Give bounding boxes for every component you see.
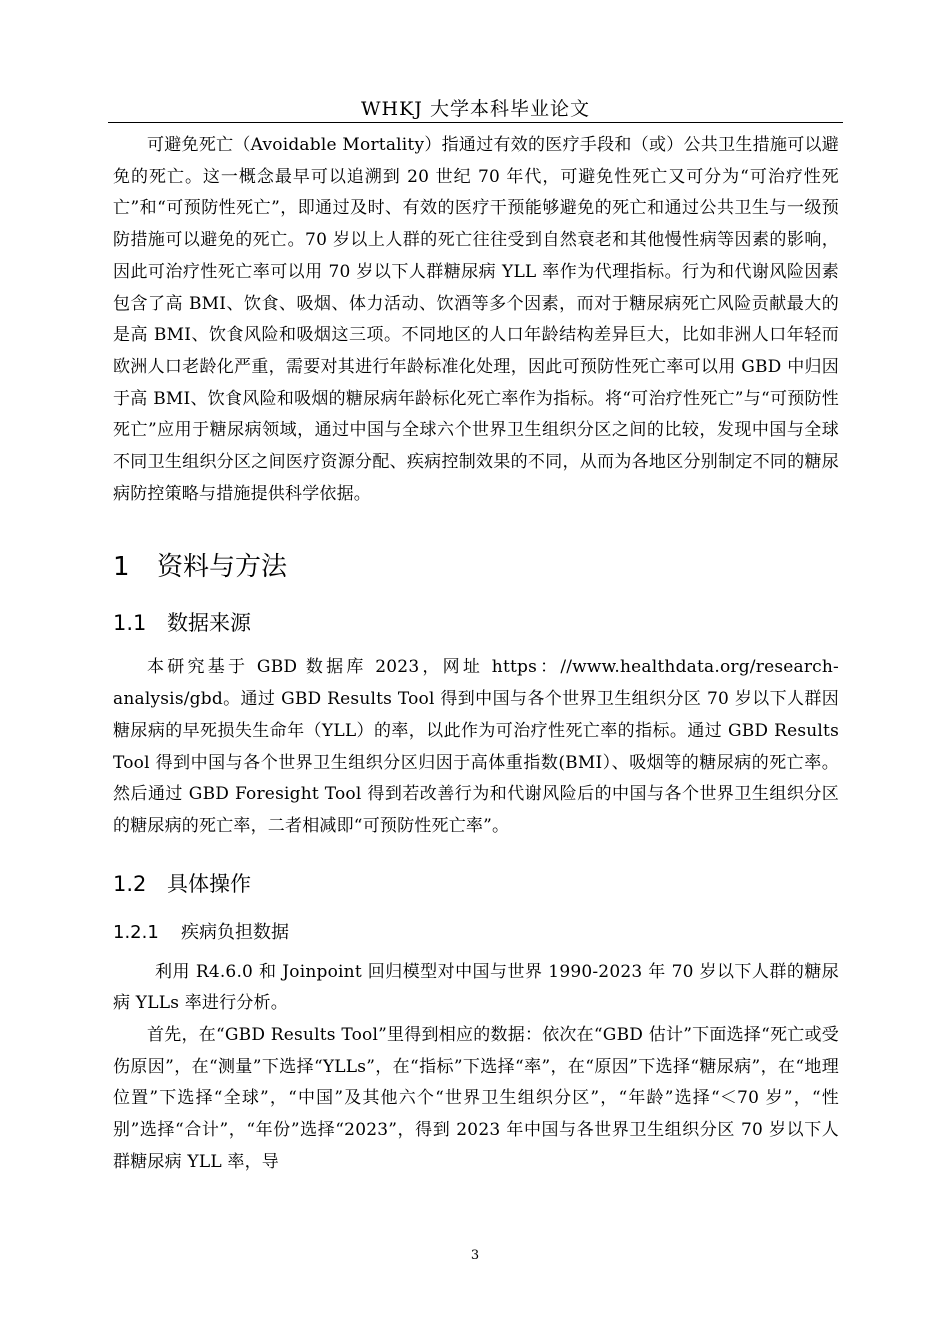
section-1-heading [113,550,839,584]
section-title: 具体操作 [167,871,251,896]
section-1-2-1-heading [113,919,839,947]
section-1-2-heading [113,869,839,899]
page-content [113,130,839,1179]
section-title: 疾病负担数据 [181,921,289,943]
section-1-1-heading [113,608,839,638]
header-rule [108,122,843,123]
section-number: 1.2 [113,871,147,896]
section-title: 数据来源 [167,611,251,636]
method-paragraph-2: 首先，在“GBD Results Tool”里得到相应的数据：依次在“GBD 估计”下面选择“死亡或受伤原因”，在“测量”下选择“YLLs”，在“指标”下选择“率”，在“原因”下选择“糖尿病”，在“地理位置”下选择“全球”，“中国”及其他六个“世界卫生组织分区”，“年龄”选择“＜70 岁”，“性别”选择“合计”，“年份”选择“2023”，得到 2023 年中国与各世界卫生组织分区 70 岁以下人群糖尿病 YLL 率，导 [113,1025,839,1172]
running-header: WHKJ 大学本科毕业论文 [361,98,590,120]
section-title: 资料与方法 [157,552,288,583]
method-paragraph-1: 利用 R4.6.0 和 Joinpoint 回归模型对中国与世界 1990-2023 年 70 岁以下人群的糖尿病 YLLs 率进行分析。 [113,961,839,1014]
data-source-paragraph: 本研究基于 GBD 数据库 2023，网址 https：//www.healthdata.org/research-analysis/gbd。通过 GBD Results Tool 得到中国与各个世界卫生组织分区 70 岁以下人群因糖尿病的早死损失生命年（YLL）的率，以此作为可治疗性死亡率的指标。通过 GBD Results Tool 得到中国与各个世界卫生组织分区归因于高体重指数(BMI）、吸烟等的糖尿病的死亡率。然后通过 GBD Foresight Tool 得到若改善行为和代谢风险后的中国与各个世界卫生组织分区的糖尿病的死亡率，二者相减即“可预防性死亡率”。 [113,657,839,836]
section-number: 1 [113,552,130,583]
section-number: 1.1 [113,611,147,636]
page-number: 3 [470,1248,480,1263]
section-number: 1.2.1 [113,921,159,943]
intro-paragraph: 可避免死亡（Avoidable Mortality）指通过有效的医疗手段和（或）公共卫生措施可以避免的死亡。这一概念最早可以追溯到 20 世纪 70 年代，可避免性死亡又可分为“可治疗性死亡”和“可预防性死亡”，即通过及时、有效的医疗干预能够避免的死亡和通过公共卫生与一级预防措施可以避免的死亡。70 岁以上人群的死亡往往受到自然衰老和其他慢性病等因素的影响，因此可治疗性死亡率可以用 70 岁以下人群糖尿病 YLL 率作为代理指标。行为和代谢风险因素包含了高 BMI、饮食、吸烟、体力活动、饮酒等多个因素，而对于糖尿病死亡风险贡献最大的是高 BMI、饮食风险和吸烟这三项。不同地区的人口年龄结构差异巨大，比如非洲人口年轻而欧洲人口老龄化严重，需要对其进行年龄标准化处理，因此可预防性死亡率可以用 GBD 中归因于高 BMI、饮食风险和吸烟的糖尿病年龄标化死亡率作为指标。将“可治疗性死亡”与“可预防性死亡”应用于糖尿病领域，通过中国与全球六个世界卫生组织分区之间的比较，发现中国与全球不同卫生组织分区之间医疗资源分配、疾病控制效果的不同，从而为各地区分别制定不同的糖尿病防控策略与措施提供科学依据。 [113,135,839,504]
